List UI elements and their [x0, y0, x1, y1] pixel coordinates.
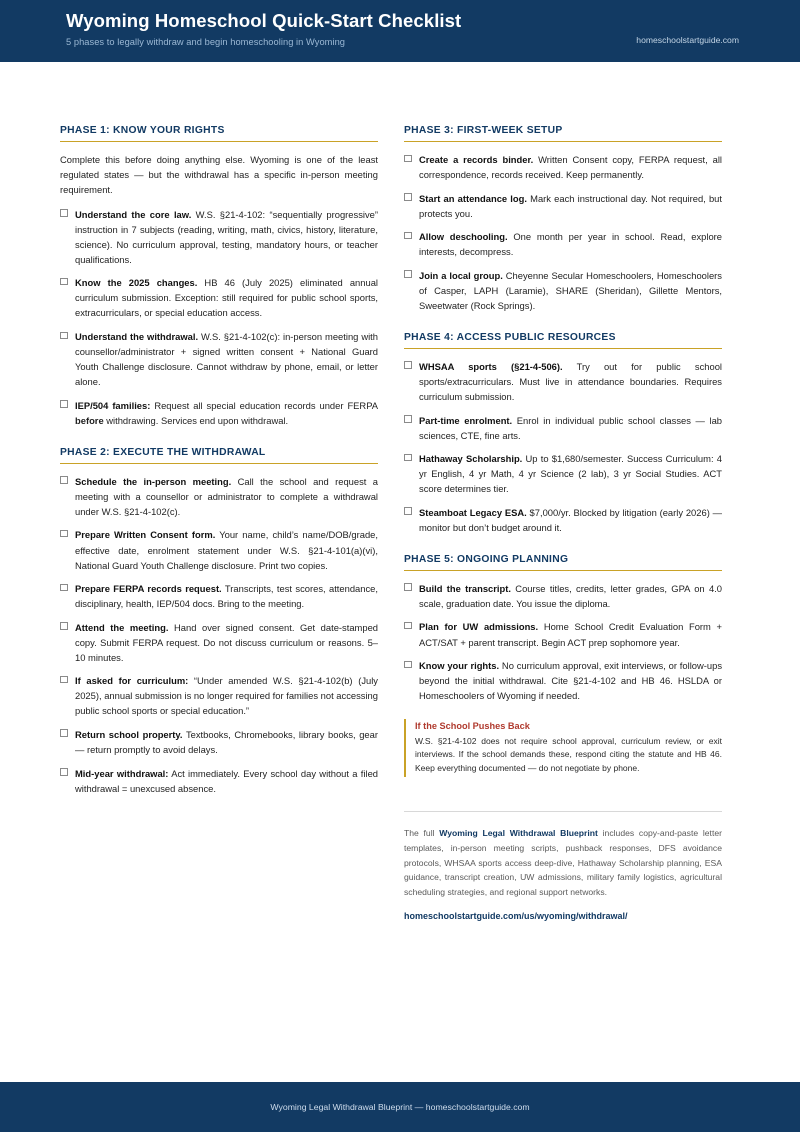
checklist-item-text: W.S. §21-4-102(c): in-person meeting with counsellor/administrator + signed written consent + National Guard Youth Challenge disclosure. Cannot withdraw by phone, email, or letter alone. [75, 331, 378, 388]
phase-4-checklist [404, 359, 722, 535]
checklist-item-lead: Understand the core law. [75, 208, 192, 220]
checkbox-icon[interactable] [60, 209, 68, 217]
checklist-item[interactable] [404, 619, 722, 649]
checklist-item[interactable] [404, 413, 722, 443]
checkbox-icon[interactable] [404, 193, 412, 201]
checklist-item-lead: Steamboat Legacy ESA. [419, 506, 527, 518]
checkbox-icon[interactable] [60, 278, 68, 286]
pushback-text: W.S. §21-4-102 does not require school approval, curriculum review, or exit interviews. If the school demands these, respond citing the statute and HB 46. Keep everything documented — do not negotiate by phone. [415, 736, 722, 773]
checkbox-icon[interactable] [404, 361, 412, 369]
checklist-item[interactable] [60, 207, 378, 267]
checklist-item-text: Call the school and request a meeting with a counsellor or administrator to complete a withdrawal under W.S. §21-4-102(c). [75, 475, 378, 517]
pushback-callout [404, 719, 722, 777]
checkbox-icon[interactable] [60, 332, 68, 340]
phase-3-checklist [404, 152, 722, 313]
checkbox-icon[interactable] [404, 454, 412, 462]
checklist-item-lead: WHSAA sports (§21-4-506). [419, 360, 563, 372]
checklist-item-text: Mark each instructional day. Not required, but protects you. [419, 192, 722, 219]
checklist-item-lead: Part-time enrolment. [419, 414, 513, 426]
checklist-item[interactable] [60, 766, 378, 796]
checklist-item-lead: Allow deschooling. [419, 231, 508, 243]
checklist-item-text: Your name, child’s name/DOB/grade, effective date, enrolment statement under W.S. §21-4-101(a)(vi), National Guard Youth Challenge disclosure. Print two copies. [75, 529, 378, 571]
checkbox-icon[interactable] [404, 622, 412, 630]
phase-2-heading: PHASE 2: EXECUTE THE WITHDRAWAL [60, 447, 378, 464]
checklist-item-text: Written Consent copy, FERPA request, all correspondence, records received. Keep permanently. [419, 154, 722, 181]
checkbox-icon[interactable] [60, 530, 68, 538]
checklist-item[interactable] [60, 474, 378, 519]
checklist-item[interactable] [404, 152, 722, 182]
pushback-title: If the School Pushes Back [415, 721, 530, 732]
checkbox-icon[interactable] [60, 584, 68, 592]
checkbox-icon[interactable] [60, 768, 68, 776]
checkbox-icon[interactable] [404, 232, 412, 240]
checklist-item-lead: Prepare Written Consent form. [75, 529, 216, 541]
checklist-item[interactable] [60, 527, 378, 572]
checkbox-icon[interactable] [60, 400, 68, 408]
checklist-item[interactable] [60, 727, 378, 757]
checklist-item[interactable] [60, 673, 378, 718]
checklist-item-lead: If asked for curriculum: [75, 675, 189, 687]
phase-1-checklist [60, 207, 378, 428]
checklist-item-lead: Attend the meeting. [75, 621, 169, 633]
page-header [0, 0, 800, 62]
checkbox-icon[interactable] [404, 415, 412, 423]
right-column [404, 125, 722, 921]
checklist-item[interactable] [404, 658, 722, 703]
phase-3-heading: PHASE 3: FIRST-WEEK SETUP [404, 125, 722, 142]
checkbox-icon[interactable] [404, 155, 412, 163]
checklist-item-lead: Know your rights. [419, 660, 500, 672]
checkbox-icon[interactable] [404, 661, 412, 669]
checklist-item[interactable] [60, 329, 378, 389]
checklist-item-lead: Mid-year withdrawal: [75, 767, 169, 779]
left-column [60, 125, 378, 921]
checklist-item-lead: IEP/504 families: [75, 399, 151, 411]
checkbox-icon[interactable] [60, 622, 68, 630]
checkbox-icon[interactable] [60, 676, 68, 684]
checklist-item-lead: Understand the withdrawal. [75, 331, 199, 343]
checklist-item-lead: Hathaway Scholarship. [419, 453, 523, 465]
checkbox-icon[interactable] [60, 476, 68, 484]
checklist-item-lead: Join a local group. [419, 269, 503, 281]
phase-5-checklist [404, 581, 722, 703]
checklist-item-text: Textbooks, Chromebooks, library books, gear — return promptly to avoid delays. [75, 728, 378, 756]
checklist-item-text: “Under amended W.S. §21-4-102(b) (July 2025), annual submission is no longer required for families not accessing public school sports or special education.” [75, 675, 378, 717]
checklist-item-text: Request all special education records under FERPA before withdrawing. Services end upon withdrawal. [75, 399, 379, 426]
document-body [0, 62, 800, 1082]
promo-text-suffix: includes copy-and-paste letter templates, in-person meeting scripts, pushback responses, DFS avoidance protocols, WHSAA sports access deep-dive, Hathaway Scholarship planning, ESA guidance, transcript creation, UW admissions, military family logistics, agricultural scheduling strategies, and regional support networks. [404, 827, 722, 898]
checklist-item[interactable] [60, 620, 378, 665]
phase-1-heading: PHASE 1: KNOW YOUR RIGHTS [60, 125, 378, 142]
checklist-item-text: W.S. §21-4-102: “sequentially progressive” instruction in 7 subjects (reading, writing, math, civics, history, literature, science). No curriculum approval, testing, mandatory hours, or teacher qualifications. [75, 208, 378, 265]
checklist-item[interactable] [404, 505, 722, 535]
phase-4-heading: PHASE 4: ACCESS PUBLIC RESOURCES [404, 332, 722, 349]
footer-text: Wyoming Legal Withdrawal Blueprint — homeschoolstartguide.com [270, 1102, 530, 1112]
header-site-url: homeschoolstartguide.com [636, 35, 739, 45]
checklist-item-lead: Start an attendance log. [419, 192, 527, 204]
checklist-item-text: Act immediately. Every school day without a filed withdrawal = unexcused absence. [75, 767, 378, 794]
page-title: Wyoming Homeschool Quick-Start Checklist [66, 10, 462, 31]
checkbox-icon[interactable] [60, 729, 68, 737]
checklist-item[interactable] [404, 359, 722, 404]
checkbox-icon[interactable] [404, 270, 412, 278]
checklist-item-lead: Prepare FERPA records request. [75, 583, 222, 595]
checkbox-icon[interactable] [404, 583, 412, 591]
phase-1-intro: Complete this before doing anything else. Wyoming is one of the least regulated states — but the withdrawal has a specific in-person meeting requirement. [60, 154, 378, 196]
checklist-item-text: No curriculum approval, exit interviews, or follow-ups beyond the initial withdrawal. Cite §21-4-102 and HB 46. HSLDA or Homeschoolers of Wyoming if needed. [419, 660, 723, 702]
checklist-item[interactable] [404, 451, 722, 496]
checklist-item-text: Transcripts, test scores, attendance, disciplinary, health, IEP/504 docs. Bring to the meeting. [75, 583, 378, 610]
checklist-item-text: Home School Credit Evaluation Form + ACT/SAT + parent transcript. Begin ACT prep sophomore year. [419, 621, 723, 648]
checklist-item-text: Course titles, credits, letter grades, GPA on 4.0 scale, graduation date. You issue the diploma. [419, 582, 722, 609]
checklist-item[interactable] [60, 581, 378, 611]
phase-2-checklist [60, 474, 378, 796]
promo-block [404, 811, 722, 921]
promo-brand-name: Wyoming Legal Withdrawal Blueprint [439, 827, 598, 838]
checklist-item-text: HB 46 (July 2025) eliminated annual curriculum submission. Exception: still required for public school sports, extracurriculars, or special education access. [75, 277, 378, 319]
checklist-item-lead: Know the 2025 changes. [75, 277, 198, 289]
checkbox-icon[interactable] [404, 507, 412, 515]
checklist-item[interactable] [60, 275, 378, 320]
checklist-item-text: $7,000/yr. Blocked by litigation (early 2026) — monitor but don’t budget around it. [419, 506, 722, 533]
checklist-item[interactable] [404, 229, 722, 259]
two-column-layout [60, 125, 740, 921]
checklist-item[interactable] [404, 191, 722, 221]
page-footer [0, 1082, 800, 1132]
checklist-item-text: One month per year in school. Read, explore interests, decompress. [419, 231, 722, 258]
checklist-item-lead: Build the transcript. [419, 582, 511, 594]
checklist-item-text: Enrol in individual public school classes — lab sciences, CTE, fine arts. [419, 414, 722, 441]
promo-text-prefix: The full [404, 827, 440, 838]
checklist-item[interactable] [404, 268, 722, 313]
promo-link[interactable]: homeschoolstartguide.com/us/wyoming/withdrawal/ [404, 910, 628, 921]
checklist-item-text: Cheyenne Secular Homeschoolers, Homeschoolers of Casper, LAPH (Laramie), SHARE (Sheridan), Gillette Mentors, Sweetwater (Rock Springs). [419, 269, 722, 311]
checklist-item-lead: Schedule the in-person meeting. [75, 475, 232, 487]
checklist-item-text: Up to $1,680/semester. Success Curriculum: 4 yr English, 4 yr Math, 4 yr Science (2 lab), 3 yr Social Studies. ACT score determines tier. [419, 453, 723, 495]
page-subtitle: 5 phases to legally withdraw and begin homeschooling in Wyoming [66, 37, 346, 48]
checklist-item[interactable] [60, 398, 378, 428]
promo-text [404, 826, 722, 900]
checklist-item-lead: Create a records binder. [419, 154, 534, 165]
checklist-item-lead: Plan for UW admissions. [419, 621, 539, 633]
checklist-item-text: Hand over signed consent. Get date-stamped copy. Submit FERPA request. Do not discuss curriculum or reasons. 5–10 minutes. [75, 621, 378, 663]
checklist-item-lead: Return school property. [75, 728, 183, 740]
checklist-item[interactable] [404, 581, 722, 611]
checklist-item-text: Try out for public school sports/extracurriculars. Must live in attendance boundaries. Requires curriculum submission. [419, 360, 723, 403]
phase-5-heading: PHASE 5: ONGOING PLANNING [404, 554, 722, 571]
